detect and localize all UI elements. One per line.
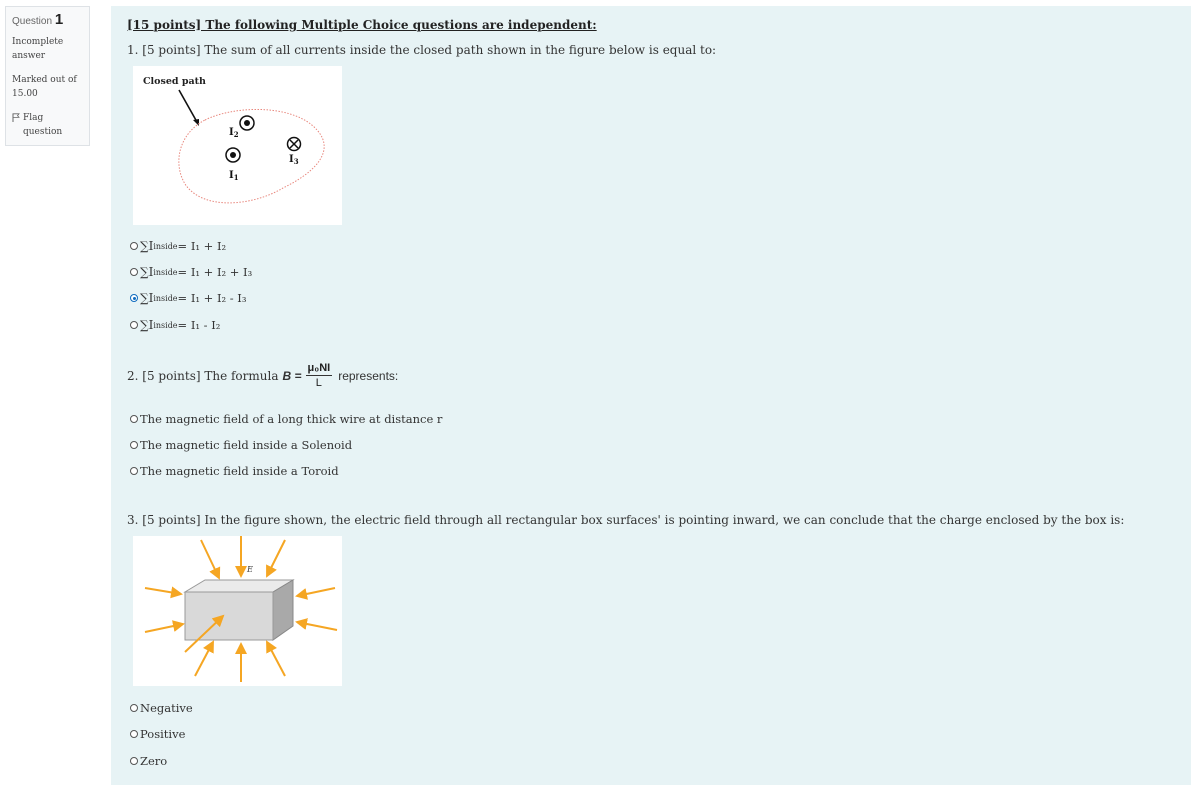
flag-icon	[12, 113, 20, 122]
q3-text: 3. [5 points] In the figure shown, the electric field through all rectangular box surfaces' is pointing inward, we can conclude that the charge enclosed by the box is:	[127, 513, 1125, 527]
option-label: The magnetic field of a long thick wire at distance r	[140, 412, 443, 426]
current-i3-in-icon	[288, 138, 301, 151]
i2-letter: I	[229, 127, 234, 138]
pointer-line	[179, 90, 197, 122]
section-heading: [15 points] The following Multiple Choice questions are independent:	[127, 18, 597, 32]
sigma-symbol: ∑I	[140, 265, 154, 279]
radio-button[interactable]	[130, 467, 138, 475]
sigma-subscript: inside	[153, 267, 178, 277]
q3-option-b[interactable]	[130, 727, 185, 741]
option-expression: = I₁ + I₂ - I₃	[177, 291, 247, 305]
option-expression: = I₁ + I₂	[177, 239, 227, 253]
i2-label	[229, 127, 239, 139]
q2-option-c[interactable]	[130, 464, 339, 478]
question-number	[12, 13, 89, 29]
q3-figure	[133, 536, 342, 686]
radio-button[interactable]	[130, 415, 138, 423]
q2-option-a[interactable]	[130, 412, 442, 426]
sigma-symbol: ∑I	[140, 239, 154, 253]
closed-path-diagram	[133, 66, 342, 225]
sigma-subscript: inside	[153, 293, 178, 303]
sigma-symbol: ∑I	[140, 318, 154, 332]
state-line-2: answer	[12, 51, 46, 61]
radio-button[interactable]	[130, 757, 138, 765]
i3-letter: I	[289, 154, 294, 165]
rectangular-box	[185, 580, 293, 640]
radio-button[interactable]	[130, 242, 138, 250]
option-label: Zero	[140, 754, 168, 768]
radio-button[interactable]	[130, 321, 138, 329]
q1-option-c[interactable]	[130, 291, 246, 305]
i1-letter: I	[229, 170, 234, 181]
flag-line-2: question	[23, 127, 63, 137]
grade-line-2: 15.00	[12, 89, 38, 99]
radio-button[interactable]	[130, 704, 138, 712]
question-number-value: 1	[54, 11, 64, 28]
i3-label	[289, 154, 299, 166]
option-label: The magnetic field inside a Solenoid	[140, 438, 353, 452]
sigma-subscript: inside	[153, 320, 178, 330]
q2-formula-fraction	[306, 362, 333, 389]
option-label: Positive	[140, 727, 186, 741]
i1-label	[229, 170, 239, 182]
grade-line-1: Marked out of	[12, 75, 77, 85]
option-expression: = I₁ + I₂ + I₃	[177, 265, 253, 279]
question-content	[111, 6, 1191, 785]
radio-button[interactable]	[130, 730, 138, 738]
box-field-diagram	[133, 536, 342, 686]
q2-denominator: L	[315, 377, 322, 389]
i1-subscript: 1	[233, 173, 239, 182]
figure-label: Closed path	[143, 76, 206, 87]
state-line-1: Incomplete	[12, 37, 64, 47]
option-label: The magnetic field inside a Toroid	[140, 464, 339, 478]
option-label: Negative	[140, 701, 193, 715]
i2-subscript: 2	[233, 130, 239, 139]
q3-option-c[interactable]	[130, 754, 167, 768]
current-i2-out-icon	[240, 116, 254, 130]
q2-text	[127, 362, 398, 389]
current-i1-out-icon	[226, 148, 240, 162]
question-grade	[12, 73, 89, 101]
q2-numerator: μ₀NI	[307, 362, 331, 374]
q1-text: 1. [5 points] The sum of all currents inside the closed path shown in the figure below is equal to:	[127, 43, 717, 57]
pointer-arrowhead	[193, 119, 199, 126]
radio-button[interactable]	[130, 268, 138, 276]
q3-option-a[interactable]	[130, 701, 193, 715]
sigma-subscript: inside	[153, 241, 178, 251]
q1-figure	[133, 66, 342, 225]
q2-variable: B =	[282, 368, 302, 383]
q2-suffix: represents:	[338, 368, 399, 383]
radio-button[interactable]	[130, 441, 138, 449]
radio-button-selected[interactable]	[130, 294, 138, 302]
sigma-symbol: ∑I	[140, 291, 154, 305]
field-label: E	[247, 565, 253, 574]
q1-option-b[interactable]	[130, 265, 252, 279]
option-expression: = I₁ - I₂	[177, 318, 221, 332]
q2-prefix: 2. [5 points] The formula	[127, 368, 279, 383]
flag-line-1: Flag	[23, 113, 44, 123]
question-label: Question	[12, 16, 53, 27]
i3-subscript: 3	[293, 157, 299, 166]
q1-option-a[interactable]	[130, 239, 226, 253]
question-info-panel	[5, 6, 90, 146]
q1-option-d[interactable]	[130, 318, 220, 332]
flag-question-link[interactable]	[12, 111, 89, 139]
question-state	[12, 35, 89, 63]
q2-option-b[interactable]	[130, 438, 352, 452]
